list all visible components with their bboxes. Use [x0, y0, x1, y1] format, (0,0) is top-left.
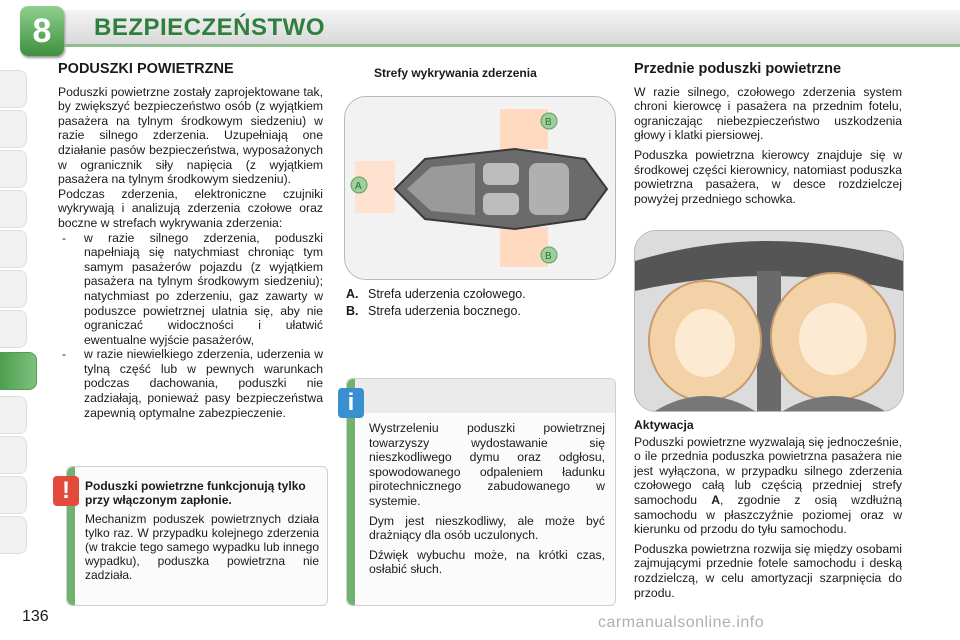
chapter-tab[interactable] [0, 110, 27, 148]
chapter-tab[interactable] [0, 270, 27, 308]
chapter-tab[interactable] [0, 310, 27, 348]
airbag-figure [634, 230, 904, 412]
info-box-header [355, 379, 615, 413]
crash-zones-figure [344, 96, 616, 280]
legend-item-b: B. Strefa uderzenia bocznego. [346, 304, 521, 318]
bullet-list [58, 231, 323, 421]
info-paragraph: Dźwięk wybuchu może, na krótki czas, osłabić słuch. [369, 547, 605, 577]
legend-item-a: A. Strefa uderzenia czołowego. [346, 287, 526, 301]
chapter-tabs [0, 60, 40, 580]
chapter-tab[interactable] [0, 476, 27, 514]
list-item: - w razie niewielkiego zderzenia, uderzenia w tylną część lub w pewnych warunkach podczas dachowania, poduszki nie zadziałają, ponieważ pasy bezpieczeństwa zapewnią optymalne zabezpieczenie. [58, 347, 323, 420]
watermark: carmanualsonline.info [598, 614, 765, 631]
subheading: Aktywacja [634, 418, 694, 432]
paragraph: Poduszki powietrzne zostały zaprojektowane tak, by zwiększyć bezpieczeństwo osób (z wyjątkiem pasażera na tylnym środkowym siedzeniu) w razie silnego zderzenia. Uzupełniają one działanie pasów bezpieczeństwa, wyposażonych w ogranicznik siły napięcia (z wyjątkiem pasażera na tylnym środkowym siedzeniu). [58, 84, 323, 187]
airbag-illustration [635, 231, 903, 411]
paragraph: Poduszki powietrzne wyzwalają się jednocześnie, o ile przednia poduszka powietrzna pasażera nie jest wyłączona, w przypadku silnego zderzenia czołowego całą lub częścią przedniej strefy samochodu A, zgodnie z osią wzdłużną samochodu w płaszczyźnie poziomej oraz w kierunku od przodu do tyłu samochodu. [634, 434, 902, 537]
right-column-top [634, 62, 902, 211]
info-box [346, 378, 616, 606]
chapter-tab[interactable] [0, 230, 27, 268]
paragraph: Podczas zderzenia, elektroniczne czujniki wykrywają i analizują zderzenia czołowe oraz boczne w strefach wykrywania zderzenia: [58, 186, 323, 230]
zone-a-label: A [355, 181, 362, 192]
chapter-tab[interactable] [0, 396, 27, 434]
chapter-tab[interactable] [0, 190, 27, 228]
chapter-tab[interactable] [0, 516, 27, 554]
page-header [0, 0, 960, 60]
car-topview-illustration [345, 97, 615, 279]
figure-caption: Strefy wykrywania zderzenia [374, 66, 537, 80]
section-heading: Przednie poduszki powietrzne [634, 61, 842, 77]
chapter-tab[interactable] [0, 436, 27, 474]
warning-box [66, 466, 328, 606]
warning-content [85, 479, 319, 587]
chapter-tab[interactable] [0, 150, 27, 188]
zone-legend [346, 286, 526, 320]
paragraph: Poduszka powietrzna kierowcy znajduje się w środkowej części kierownicy, natomiast poduszka powietrzna pasażera, w desce rozdzielczej powyżej przedniego schowka. [634, 147, 902, 206]
warning-title: Poduszki powietrzne funkcjonują tylko przy włączonym zapłonie. [85, 479, 306, 507]
right-column-bottom [634, 418, 902, 605]
zone-b-label: B [545, 251, 552, 262]
info-paragraph: Dym jest nieszkodliwy, ale może być drażniący dla osób uczulonych. [369, 513, 605, 543]
page-number: 136 [22, 608, 49, 625]
warning-text: Mechanizm poduszek powietrznych działa tylko raz. W przypadku kolejnego zderzenia (w trakcie tego samego wypadku lub innego wypadku), poduszka powietrzna nie zadziała. [85, 512, 319, 582]
chapter-tab-active[interactable] [0, 352, 37, 390]
warning-icon: ! [53, 476, 79, 506]
info-icon: i [338, 388, 364, 418]
paragraph: W razie silnego, czołowego zderzenia system chroni kierowcę i pasażera na przednim fotelu, ograniczając niebezpieczeństwo uszkodzenia głowy i klatki piersiowej. [634, 84, 902, 143]
list-item: - w razie silnego zderzenia, poduszki napełniają się natychmiast chroniąc tym samym pasażerów pojazdu (z wyjątkiem pasażera na tylnym środkowym siedzeniu); natychmiast po zderzeniu, gaz zawarty w poduszce powietrznej ulatnia się, aby nie ograniczać widoczności i ułatwić ewentualne wyjście pasażerów, [58, 231, 323, 348]
left-column [58, 62, 323, 420]
info-content [369, 421, 605, 582]
info-paragraph: Wystrzeleniu poduszki powietrznej towarzyszy wydostawanie się nieszkodliwego dymu oraz odgłosu, spowodowanego odpaleniem ładunku pirotechnicznego zabudowanego w systemie. [369, 421, 605, 508]
paragraph: Poduszka powietrzna rozwija się między osobami zajmującymi przednie fotele samochodu i deską rozdzielczą, w celu amortyzacji szarpnięcia do przodu. [634, 541, 902, 600]
chapter-tab[interactable] [0, 70, 27, 108]
section-heading: PODUSZKI POWIETRZNE [58, 61, 234, 77]
page-title: BEZPIECZEŃSTWO [94, 14, 326, 41]
zone-b-label: B [545, 117, 552, 128]
chapter-badge: 8 [20, 6, 64, 56]
